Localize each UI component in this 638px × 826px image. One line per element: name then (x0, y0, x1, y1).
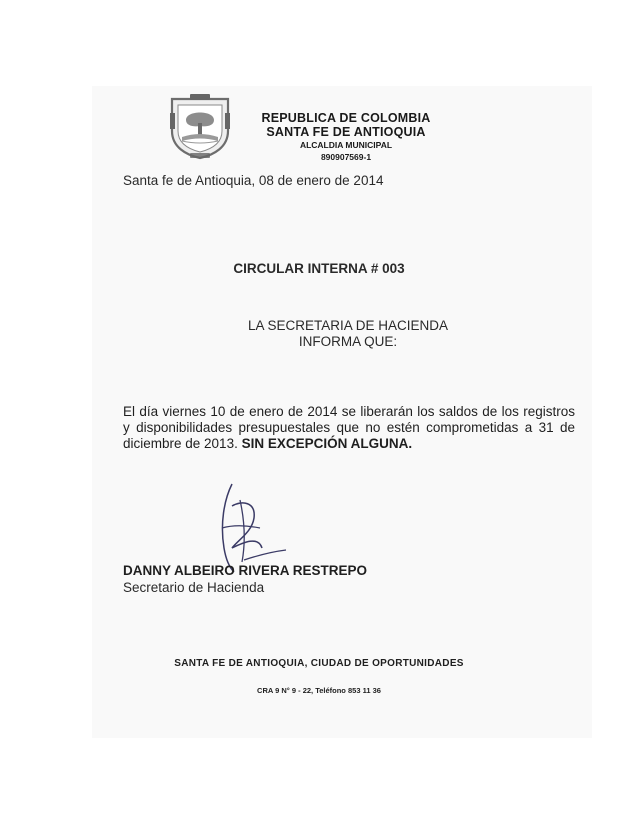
letterhead-office: ALCALDIA MUNICIPAL (299, 140, 393, 150)
circular-title: CIRCULAR INTERNA # 003 (233, 261, 405, 276)
body-paragraph (123, 404, 575, 452)
signer-name: DANNY ALBEIRO RIVERA RESTREPO (123, 563, 368, 578)
letterhead-country: REPUBLICA DE COLOMBIA (261, 111, 431, 125)
date-line: Santa fe de Antioquia, 08 de enero de 2014 (123, 173, 384, 188)
letterhead-municipality: SANTA FE DE ANTIOQUIA (266, 125, 426, 139)
signer-role: Secretario de Hacienda (123, 580, 265, 595)
department-intro: INFORMA QUE: (298, 334, 398, 349)
department-name: LA SECRETARIA DE HACIENDA (247, 318, 449, 333)
department-heading (236, 318, 460, 350)
letterhead-nit: 890907569-1 (320, 152, 372, 162)
body-text: El día viernes 10 de enero de 2014 se liberarán los saldos de los registros y disponibilidades presupuestales que no estén comprometidas a 31 de diciembre de 2013. (123, 404, 575, 451)
coat-of-arms-icon (166, 93, 234, 161)
letterhead (246, 111, 446, 163)
footer-address: CRA 9 N° 9 - 22, Teléfono 853 11 36 (257, 686, 381, 695)
body-emphasis: SIN EXCEPCIÓN ALGUNA. (241, 436, 413, 451)
footer-slogan: SANTA FE DE ANTIOQUIA, CIUDAD DE OPORTUNIDADES (174, 658, 464, 669)
